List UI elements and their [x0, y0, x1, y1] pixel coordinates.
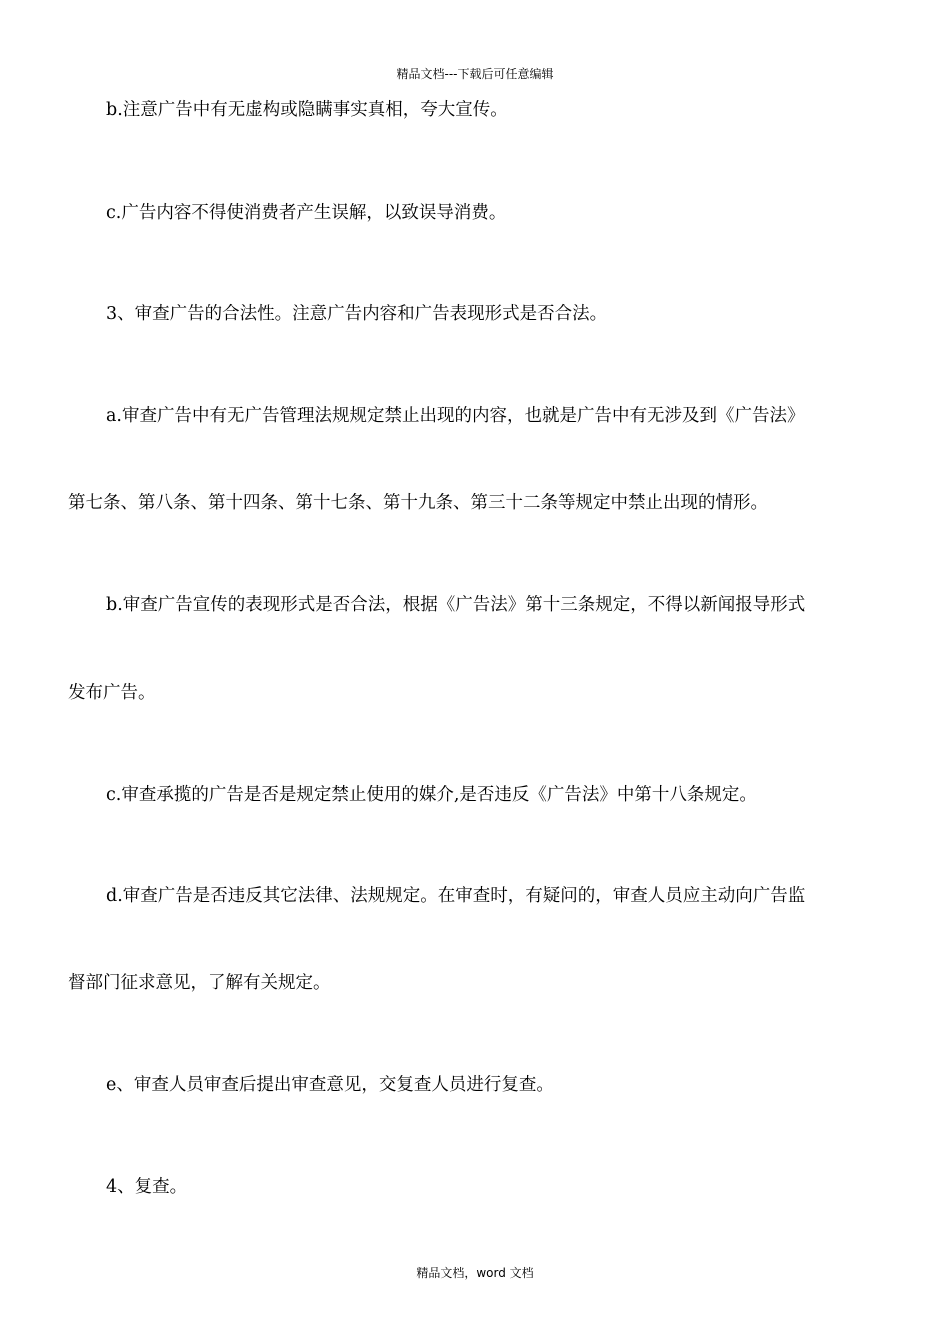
- paragraph-line: b.注意广告中有无虚构或隐瞒事实真相，夸大宣传。: [106, 100, 508, 120]
- page-footer: 精品文档，word 文档: [416, 1266, 534, 1280]
- paragraph-line: 第七条、第八条、第十四条、第十七条、第十九条、第三十二条等规定中禁止出现的情形。: [68, 493, 768, 513]
- paragraph-line: 4、复查。: [106, 1177, 188, 1197]
- paragraph-line: e、审查人员审查后提出审查意见，交复查人员进行复查。: [106, 1075, 554, 1095]
- paragraph-line: 督部门征求意见，了解有关规定。: [68, 973, 331, 993]
- paragraph-line: a.审查广告中有无广告管理法规规定禁止出现的内容，也就是广告中有无涉及到《广告法》: [106, 406, 805, 426]
- paragraph-line: c.审查承揽的广告是否是规定禁止使用的媒介,是否违反《广告法》中第十八条规定。: [106, 785, 757, 805]
- paragraph-line: c.广告内容不得使消费者产生误解，以致误导消费。: [106, 203, 507, 223]
- paragraph-line: b.审查广告宣传的表现形式是否合法，根据《广告法》第十三条规定，不得以新闻报导形式: [106, 595, 806, 615]
- paragraph-line: d.审查广告是否违反其它法律、法规规定。在审查时，有疑问的，审查人员应主动向广告监: [106, 886, 806, 906]
- page-header: 精品文档---下载后可任意编辑: [396, 67, 554, 81]
- paragraph-line: 3、审查广告的合法性。注意广告内容和广告表现形式是否合法。: [106, 304, 608, 324]
- paragraph-line: 发布广告。: [68, 683, 156, 703]
